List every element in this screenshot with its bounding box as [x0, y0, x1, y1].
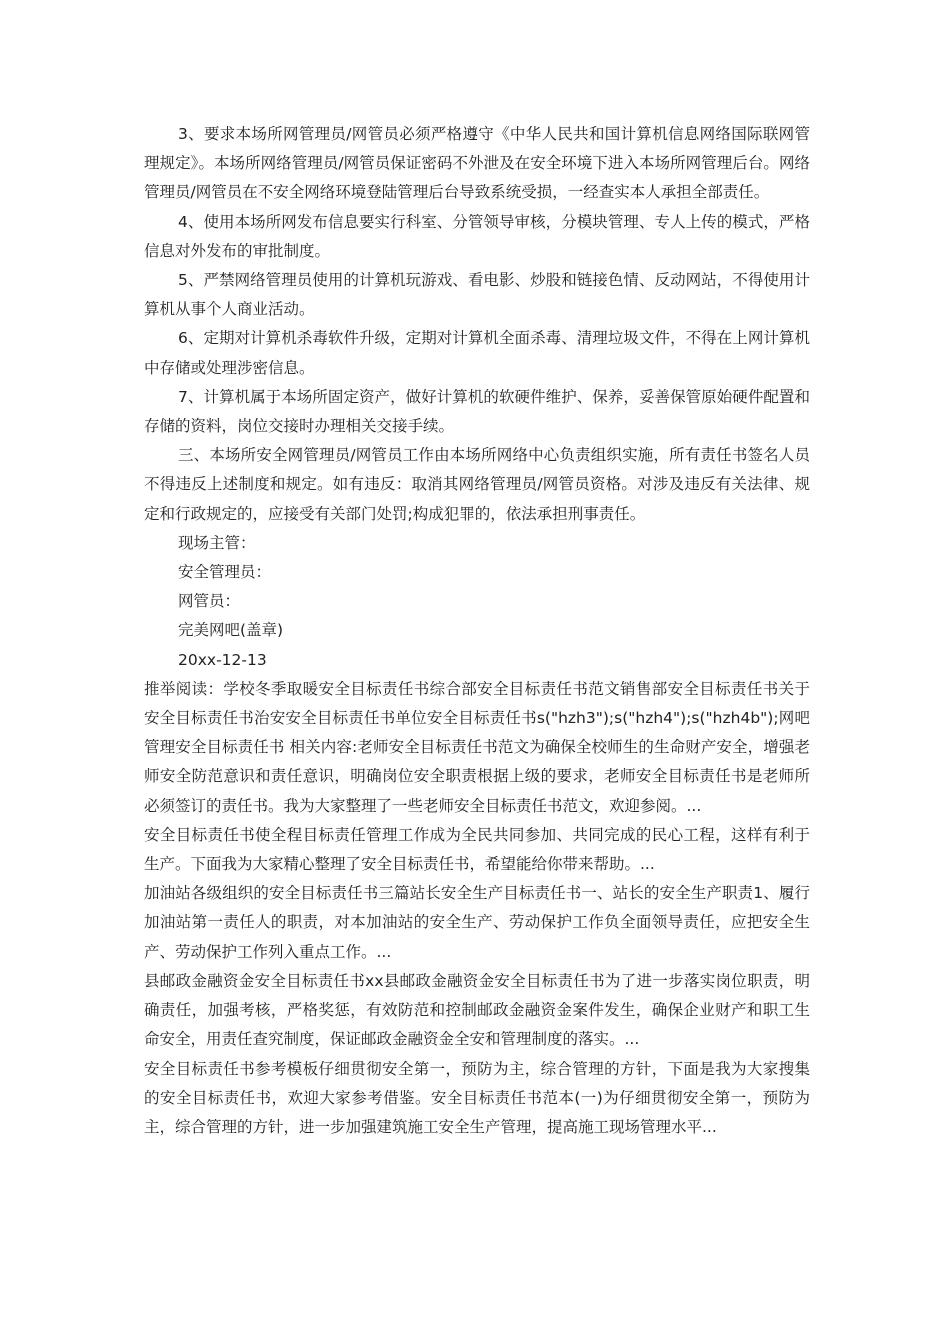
paragraph-rule-6: 6、定期对计算机杀毒软件升级，定期对计算机全面杀毒、清理垃圾文件，不得在上网计算机中存储或处理涉密信息。	[144, 329, 810, 377]
paragraph-rule-5: 5、严禁网络管理员使用的计算机玩游戏、看电影、炒股和链接色情、反动网站，不得使用计算机从事个人商业活动。	[144, 271, 810, 319]
paragraph-rule-7: 7、计算机属于本场所固定资产，做好计算机的软硬件维护、保养，妥善保管原始硬件配置和存储的资料，岗位交接时办理相关交接手续。	[144, 387, 810, 436]
document-page	[144, 120, 810, 1142]
signature-block	[144, 529, 810, 675]
recommended-item: 安全目标责任书使全程目标责任管理工作成为全民共同参加、共同完成的民心工程，这样有利于生产。下面我为大家精心整理了安全目标责任书，希望能给你带来帮助。...	[144, 825, 810, 874]
signature-safety-manager: 安全管理员：	[178, 563, 272, 582]
signature-site-supervisor: 现场主管：	[178, 533, 256, 552]
signature-net-admin: 网管员：	[178, 592, 241, 611]
recommended-item: 县邮政金融资金安全目标责任书xx县邮政金融资金安全目标责任书为了进一步落实岗位职责，明确责任，加强考核，严格奖惩，有效防范和控制邮政金融资金案件发生，确保企业财产和职工生命安全，用责任查究制度，保证邮政金融资金全安和管理制度的落实。...	[144, 971, 810, 1049]
paragraph-rule-4: 4、使用本场所网发布信息要实行科室、分管领导审核，分模块管理、专人上传的模式，严格信息对外发布的审批制度。	[144, 212, 810, 260]
recommended-item: 推举阅读：学校冬季取暖安全目标责任书综合部安全目标责任书范文销售部安全目标责任书关于安全目标责任书治安安全目标责任书单位安全目标责任书s("hzh3");s("hzh4");s("hzh4b");网吧管理安全目标责任书 相关内容:老师安全目标责任书范文为确保全校师生的生命财产安全，增强老师安全防范意识和责任意识，明确岗位安全职责根据上级的要求，老师安全目标责任书是老师所必须签订的责任书。我为大家整理了一些老师安全目标责任书范文，欢迎参阅。...	[144, 679, 810, 815]
signature-seal: 完美网吧(盖章)	[178, 621, 284, 640]
paragraph-rule-3: 3、要求本场所网管理员/网管员必须严格遵守《中华人民共和国计算机信息网络国际联网管理规定》。本场所网络管理员/网管员保证密码不外泄及在安全环境下进入本场所网管理后台。网络管理员/网管员在不安全网络环境登陆管理后台导致系统受损，一经查实本人承担全部责任。	[144, 125, 810, 202]
paragraph-section-3: 三、本场所安全网管理员/网管员工作由本场所网络中心负责组织实施，所有责任书签名人员不得违反上述制度和规定。如有违反：取消其网络管理员/网管员资格。对涉及违反有关法律、规定和行政规定的，应接受有关部门处罚;构成犯罪的，依法承担刑事责任。	[144, 446, 810, 523]
signature-date: 20xx-12-13	[178, 650, 267, 669]
recommended-reading	[144, 675, 810, 1142]
recommended-item: 加油站各级组织的安全目标责任书三篇站长安全生产目标责任书一、站长的安全生产职责1、履行加油站第一责任人的职责，对本加油站的安全生产、劳动保护工作负全面领导责任，应把安全生产、劳动保护工作列入重点工作。...	[144, 884, 810, 961]
recommended-item: 安全目标责任书参考模板仔细贯彻安全第一，预防为主，综合管理的方针，下面是我为大家搜集的安全目标责任书，欢迎大家参考借鉴。安全目标责任书范本(一)为仔细贯彻安全第一，预防为主，综合管理的方针，进一步加强建筑施工安全生产管理，提高施工现场管理水平...	[144, 1059, 810, 1136]
